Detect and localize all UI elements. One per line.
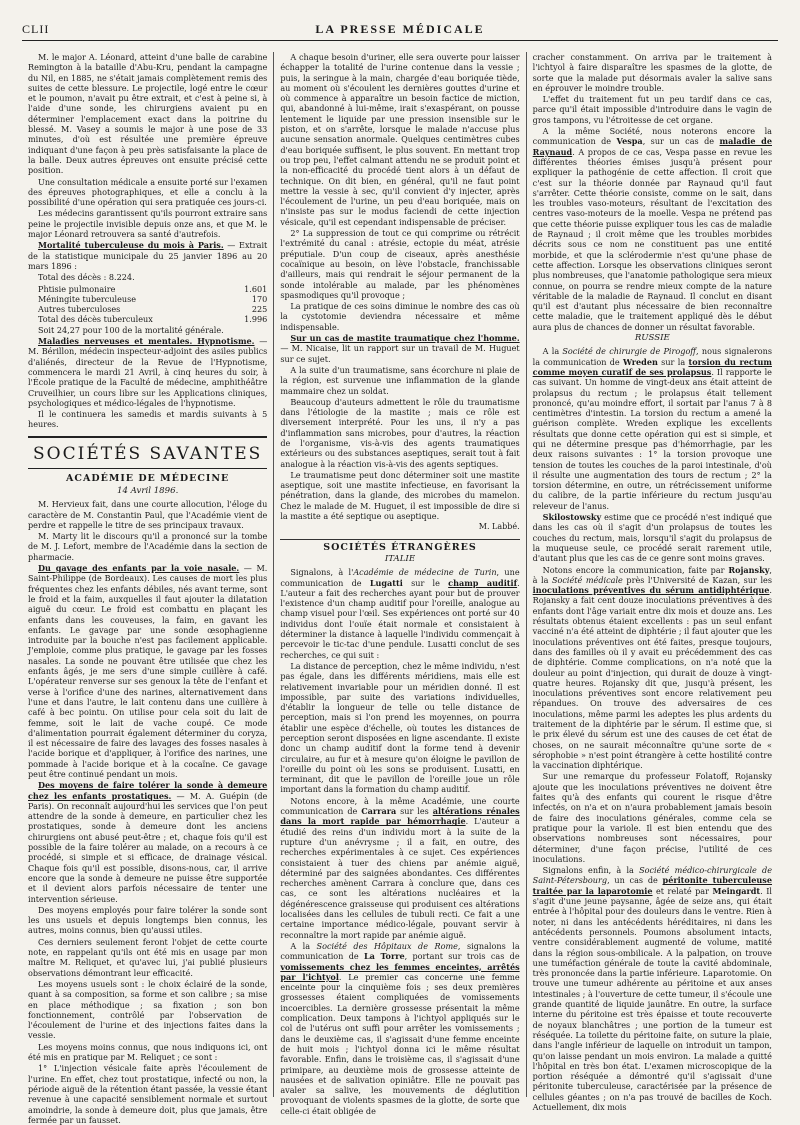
paragraph — [533, 565, 772, 771]
topic-heading: champ auditif — [448, 577, 518, 588]
paragraph — [533, 512, 772, 563]
paragraph — [533, 346, 772, 511]
sonde-paragraph — [28, 780, 267, 904]
author-name: Vespa — [616, 136, 643, 147]
stat-row — [28, 304, 267, 314]
text-run: . Il s'agit d'une jeune paysanne, âgée de seize ans, qui était entrée à l'hôpital pour des douleurs dans le ventre. Rien à noter, ni dans les antécédents héréditaires, ni dans les antécédents personnels. Poumons absolument intacts, ventre considérablement augmenté de volume, matité dans la région sous-ombilicale. A la palpation, on trouve une tuméfaction générale de toute la cavité abdominale, très prononcée dans la partie inférieure. Laparotomie. On trouve une tumeur adhérente au péritoine et aux anses intestinales ; à l'ouverture de cette tumeur, il s'écoule une grande quantité de liquide jaunâtre. En outre, la surface interne du péritoine est très épaisse et toute recouverte de noyaux blanchâtres ; une portion de la tumeur est réséquée. La toilette du péritoine faite, on suture la plaie, dans l'angle inférieur de laquelle on introduit un tampon, qu'on laisse pendant un mois environ. La malade a quitté l'hôpital en très bon état. L'examen microscopique de la portion réséquée a démontré qu'il s'agissait d'une péritonite tuberculeuse, caractérisée par la présence de cellules géantes ; on n'a pas trouvé de bacilles de Koch. Actuellement, dix mois — [532, 885, 772, 1112]
paragraph: L'effet du traitement fut un peu tardif dans ce cas, parce qu'il était impossible d'introduire dans le vagin de gros tampons, vu l'étroitesse de cet organe. — [532, 94, 772, 125]
text-run: et relaté par — [652, 885, 713, 896]
stat-value: 225 — [251, 304, 268, 315]
topic-heading: altérations rénales dans la mort rapide par hémorrhagie — [280, 806, 520, 827]
text-run: A la même Société, nous noterons encore la communication de — [532, 126, 772, 147]
topic-heading: péritonite tuberculeuse traitée par la laparotomie — [532, 875, 772, 896]
paragraph: A la suite d'un traumatisme, sans écorchure ni plaie de la région, est survenue une inflammation de la glande mammaire chez un soldat. — [280, 364, 520, 396]
topic-heading: inoculations préventives du sérum antidiphtérique — [532, 585, 770, 596]
gavage-paragraph — [28, 563, 267, 779]
paragraph: Le traumatisme peut donc déterminer soit une mastite aseptique, soit une mastite infectieuse, en favorisant la pénétration, dans la glande, des microbes du mamelon. Chez le malade de M. Huguet, il est impossible de dire si la mastite a été septique ou aseptique. — [280, 469, 520, 522]
stat-value: 170 — [251, 293, 268, 304]
paragraph: Sur une remarque du professeur Folatoff, Rojansky ajoute que les inoculations préventives ne doivent être faites qu'à des enfants qui courent le risque d'être infectés, on n'a et on n'aura probablement jamais besoin de faire des inoculations générales, comme cela se pratique pour la variole. Il est bien entendu que des observations nombreuses sont nécessaires, pour déterminer, d'une façon précise, l'utilité de ces inoculations. — [532, 771, 772, 864]
society-name: Société des Hôpitaux de Rome — [316, 940, 458, 951]
text-run: A la — [290, 940, 317, 951]
text-run: , un cas de — [607, 875, 663, 886]
text-columns — [22, 52, 778, 1125]
text-run: Signalons, à l' — [290, 567, 354, 578]
journal-title: LA PRESSE MÉDICALE — [315, 22, 485, 36]
paragraph: La distance de perception, chez le même individu, n'est pas égale, dans les différents méridiens, mais elle est relativement invariable pour un méridien donné. Il est impossible, par suite des variations individuelles, d'établir la longueur de telle ou telle distance de perception, mais si l'on prend les moyennes, on pourra établir une espèce d'échelle, où toutes les distances de perception seront disposées en ligne ascendante. Il existe donc un champ auditif dont la forme tend à devenir circulaire, au fur et à mesure qu'on éloigne le pavillon de l'oreille du point où les sons se produisent. Lusatti, en terminant, dit que le pavillon de l'oreille joue un rôle important dans la formation du champ auditif. — [280, 660, 520, 795]
author-name: Skilostowsky — [542, 512, 602, 523]
text-run: près l'Université de Kazan, sur les — [622, 574, 772, 585]
mastite-paragraph — [280, 333, 519, 364]
text-run: A la — [542, 346, 563, 357]
paragraph: Les moyens usuels sont : le choix éclairé de la sonde, quant à sa composition, sa forme et son calibre ; sa mise en place méthodique ; sa fixation ; son bon fonctionnement, contrôlé par l'observation de l'écoulement de l'urine et des injections faites dans la vessie. — [28, 978, 268, 1041]
text-run: , une communication de — [280, 567, 520, 588]
country-heading-russie: RUSSIE — [634, 333, 670, 344]
societes-etrangeres-heading: SOCIÉTÉS ÉTRANGÈRES — [280, 539, 519, 553]
mastite-text: — M. Nicaise, lit un rapport sur un travail de M. Huguet sur ce sujet. — [280, 343, 520, 364]
paragraph: Des moyens employés pour faire tolérer la sonde sont les uns usuels et depuis longtemps bien connus, les autres, moins connus, bien qu'aussi utiles. — [28, 904, 268, 936]
text-run: , signalons la communication de — [280, 940, 520, 962]
text-run: , nous signalerons la communication de — [532, 346, 772, 367]
stat-row — [28, 284, 267, 294]
stat-label: Méningite tuberculeuse — [38, 293, 137, 304]
paragraph: Beaucoup d'auteurs admettent le rôle du traumatisme dans l'étiologie de la mastite ; mais ce rôle est diversement interprété. Pour les uns, il n'y a pas d'inflammation sans microbes, pour d'autres, la réaction de l'organisme, vis-à-vis des agents traumatiques extérieurs ou des substances aseptiques, serait tout à fait analogue à la réaction vis-à-vis des agents septiques. — [280, 396, 520, 469]
total-deces: Total des décès : 8.224. — [38, 272, 135, 283]
sonde-text: — M. A. Guépin (de Paris). On reconnaît aujourd'hui les services que l'on peut attendre de la sonde à demeure, en particulier chez les prostatiques, sonde à demeure dont les anciens chirurgiens ont abusé peut-être ; et, chaque fois qu'il est possible de la faire tolérer au malade, on a recours à ce procédé, si simple et si efficace, de drainage vésical. Chaque fois qu'il est possible, disons-nous, car, il arrive encore que la sonde à demeure ne puisse être supportée et il devient alors parfois nécessaire de tenter une intervention sérieuse. — [28, 790, 268, 904]
stat-label: Autres tuberculoses — [38, 304, 121, 315]
page-header — [22, 22, 778, 41]
text-run: sur le — [402, 577, 449, 588]
societes-savantes-heading: SOCIÉTÉS SAVANTES — [28, 436, 267, 469]
stats-table — [28, 284, 267, 325]
paragraph: Ces derniers seulement feront l'objet de cette courte note, en rappelant qu'ils ont été mis en usage par mon maître M. Reliquet, et qu'avec lui, j'ai publié plusieurs observations démontrant leur efficacité. — [28, 936, 268, 978]
paragraph — [280, 796, 519, 940]
stat-row — [28, 294, 267, 304]
text-run: Signalons enfin, à la — [542, 865, 640, 876]
paragraph: M. le major A. Léonard, atteint d'une balle de carabine Remington à la bataille d'Abu-Kru, pendant la campagne du Nil, en 1885, ne s'était jamais complètement remis des suites de cette blessure. Le projectile, logé entre le cœur et le poumon, n'avait pu être extrait, et c'est à peine si, à l'aide d'une sonde, les chirurgiens avaient pu en déterminer l'emplacement exact dans la poitrine du blessé. M. Vasey a soumis le major à une pose de 33 minutes, d'où est résultée une première épreuve indiquant d'une façon à peu près satisfaisante la place de la balle. Deux autres épreuves ont ensuite précisé cette position. — [28, 52, 268, 176]
maladies-text: — M. Bérillon, médecin inspecteur-adjoint des asiles publics d'aliénés, directeur de la Revue de l'Hypnotisme, commencera le mardi 21 Avril, à cinq heures du soir, à l'École pratique de la Faculté de médecine, amphithéâtre Cruveilhier, un cours libre sur les Applications cliniques, psychologiques et médico-légales de l'hypnotisme. — [28, 336, 268, 408]
country-heading-italie: ITALIE — [384, 553, 416, 564]
paragraph: M. Hervieux fait, dans une courte allocution, l'éloge du caractère de M. Constantin Paul, que l'Académie vient de perdre et rappelle le titre de ses principaux travaux. — [28, 499, 268, 530]
stat-label: Total des décès tuberculeux — [38, 314, 153, 325]
text-run: . A propos de ce cas, Vespa passe en revue les différentes théories émises jusqu'à présent pour expliquer la pathogénie de cette affection. Il croit que c'est sur la théorie donnée par Raynaud qu'il faut s'arrêter. Cette théorie consiste, comme on le sait, dans les troubles vaso-moteurs, résultant de l'excitation des centres vaso-moteurs de la moelle. Vespa ne prétend pas que cette théorie puisse expliquer tous les cas de maladie de Raynaud ; il croit même que les troubles morbides décrits sous ce nom ne constituent pas une entité morbide, et que la sclérodermie n'est qu'une phase de cette affection. Lorsque les observations cliniques seront plus nombreuses, que l'anatomie pathologique sera mieux connue, on pourra se rendre mieux compte de la nature véritable de la maladie de Raynaud. Il conclut en disant qu'il est d'autant plus nécessaire de bien reconnaître cette maladie, que le traitement appliqué dès le début aura plus de chances de donner un résultat favorable. — [532, 146, 772, 332]
author-name: Wreden — [623, 356, 658, 367]
society-name: Société médicale — [551, 574, 623, 585]
soit-line: Soit 24,27 pour 100 de la mortalité générale. — [38, 324, 224, 335]
paragraph: Il le continuera les samedis et mardis suivants à 5 heures. — [28, 409, 268, 430]
text-run: . L'auteur a étudié des reins d'un individu mort à la suite de la rupture d'un anévrysme ; il a fait, en outre, des recherches expérimentales à ce sujet. Ces expériences consistaient à tuer des chiens par anémie aiguë, déterminé par des saignées abondantes. Ces différentes recherches amènent Carrara à conclure que, dans ces cas, ce sont les altérations nucléaires et la dégénérescence graisseuse qui produisent ces altérations localisées dans les cellules de tubuli recti. Ce fait a une certaine importance médico-légale, pouvant servir à reconnaître la mort rapide par anémie aiguë. — [280, 816, 520, 940]
author-name: Rojansky — [728, 564, 770, 575]
paragraph: Les moyens moins connus, que nous indiquons ici, ont été mis en pratique par M. Reliquet ; ce sont : — [28, 1041, 268, 1063]
paragraph: 1° L'injection vésicale faite après l'écoulement de l'urine. En effet, chez tout prostatique, infecté ou non, la période aiguë de la rétention étant passée, la vessie étant revenue à une capacité sensiblement normale et surtout amoindrie, la sonde à demeure doit, plus que jamais, être fermée par un fausset. — [28, 1063, 268, 1125]
text-run: . Il rapporte le cas suivant. Un homme de vingt-deux ans était atteint de prolapsus du rectum ; le prolapsus était tellement prononcé, qu'au moindre effort, il sortait par l'anus 7 à 8 centimètres d'intestin. La torsion du rectum a amené la guérison complète. Wreden explique les excellents résultats que donne cette opération qui est si simple, et qui ne détermine presque pas d'hémorrhagie, par les deux raisons suivantes : 1° la torsion provoque une tension de toutes les couches de la paroi intestinale, d'où il résulte une augmentation des tours de rectum ; 2° la torsion détermine, en outre, un rétrécissement uniforme du calibre, de la partie inférieure du rectum jusqu'au releveur de l'anus. — [532, 366, 772, 511]
paragraph: A chaque besoin d'uriner, elle sera ouverte pour laisser échapper la totalité de l'urine contenue dans la vessie ; puis, la seringue à la main, chargée d'eau boriquée tiède, au moment où s'écoulent les dernières gouttes d'urine et où commence à apparaître un besoin factice de miction, qui, abandonné à lui-même, irait s'exaspérant, on pousse lentement le liquide par une pression insensible sur le piston, et on s'arrête, lorsque le malade n'accuse plus aucune sensation anormale. Quelques centimètres cubes d'eau boriquée suffisent, le plus souvent. En mettant trop ou trop peu, l'effet calmant attendu ne se produit point et la non-efficacité du procédé tient alors à un défaut de technique. On dit bien, en général, qu'il ne faut point mettre la vessie à sec, qu'il convient d'y injecter, après l'écoulement de l'urine, un peu d'eau boriquée, mais on n'insiste pas sur le modus faciendi de cette injection vésicale, qu'il est cependant indispensable de préciser. — [280, 52, 520, 227]
paragraph: 2° La suppression de tout ce qui comprime ou rétrécit l'extrémité du canal : atrésie, ectopie du méat, atrésie préputiale. D'un coup de ciseaux, après anesthésie cocaïnique au besoin, on lève l'obstacle, franchissable d'ailleurs, mais qui rendrait le séjour permanent de la sonde intolérable au malade, par les phénomènes spasmodiques qu'il provoque ; — [280, 228, 520, 300]
text-run: . L'auteur a fait des recherches ayant pour but de prouver l'existence d'un champ auditif pour l'oreille, analogue au champ visuel pour l'œil. Ses expériences ont porté sur 40 individus dont l'ouïe était normale et consistaient à déterminer la distance à laquelle l'individu commençait à percevoir le tic-tac d'une pendule. Lusatti conclut de ses recherches, ce qui suit : — [280, 577, 520, 660]
paragraph — [533, 126, 772, 332]
paragraph — [533, 865, 772, 1112]
paragraph — [280, 941, 519, 1116]
mortalite-paragraph — [28, 240, 267, 271]
text-run: sur les — [396, 806, 433, 817]
text-run: , à la — [532, 564, 772, 585]
author-name: Meingardt — [712, 885, 761, 896]
column-middle — [274, 52, 526, 1116]
paragraph: cracher constamment. On arriva par le traitement à l'ichtyol à faire disparaître les spasmes de la glotte, de sorte que la malade put désormais avaler la salive sans en éprouver le moindre trouble. — [532, 52, 772, 93]
academie-heading: ACADÉMIE DE MÉDECINE — [66, 472, 230, 484]
text-run: , sur un cas de — [642, 136, 720, 147]
text-run: estime que ce procédé n'est indiqué que dans les cas où il s'agit d'un prolapsus de toutes les couches du rectum, mais, lorsqu'il s'agit du prolapsus de la muqueuse seule, ce procédé serait rarement utile, d'autant plus que les cas de ce genre sont moins graves. — [532, 512, 772, 564]
text-run: . Le premier cas concerne une femme enceinte pour la cinquième fois ; ses deux premières grossesses étaient compliquées de vomissements incoercibles. La dernière grossesse présentait la même complication. Deux tampons à l'ichtyol appliqués sur le col de l'utérus ont suffi pour arrêter les vomissements ; dans le deuxième cas, il s'agissait d'une femme enceinte de huit mois ; l'ichtyol donna ici le même résultat favorable. Enfin, dans le troisième cas, il s'agissait d'une primipare, au deuxième mois de grossesse atteinte de nausées et de salivation opiniâtre. Elle ne pouvait pas avaler sa salive, les mouvements de déglutition provoquant de violents spasmes de la glotte, de sorte que celle-ci était obligée de — [280, 971, 520, 1116]
maladies-heading: Maladies nerveuses et mentales. Hypnotisme. — [38, 336, 255, 347]
sonde-heading: Des moyens de faire tolérer la sonde à demeure chez les enfants prostatiques. — [28, 780, 268, 801]
text-run: Notons encore la communication, faite par — [542, 564, 729, 575]
mortalite-text: — Extrait de la statistique municipale du 25 janvier 1896 au 20 mars 1896 : — [28, 240, 268, 271]
topic-heading: torsion du rectum comme moyen curatif de ses prolapsus — [532, 356, 772, 377]
topic-heading: vomissements chez les femmes enceintes, arrêtés par l'ichtyol — [280, 961, 520, 982]
gavage-text: — M. Saint-Philippe (de Bordeaux). Les causes de mort les plus fréquentes chez les enfants débiles, nés avant terme, sont le froid et la faim, auxquelles il faut ajouter la dilatation aiguë du cœur. Le froid est combattu en plaçant les enfants dans les couveuses, la faim, en gavant les enfants. Le gavage par une sonde œsophagienne introduite par la bouche n'est pas facilement applicable. J'emploie, comme plus pratique, le gavage par les fosses nasales. La sonde ne pouvant être utilisée que chez les enfants âgés, je me sers d'une simple cuillère à café. L'opérateur renverse sur ses genoux la tête de l'enfant et verse à l'orifice d'une des narines, alternativement dans l'une et dans l'autre, le lait contenu dans une cuillère à café à bec pointu. On utilise pour cela soit du lait de femme, soit le lait de vache coupé. Ce mode d'alimentation pourrait également déterminer du coryza, il est nécessaire de faire des lavages des fosses nasales à l'acide borique et d'appliquer, à l'orifice des narines, une pommade à l'acide borique et à la cocaïne. Ce gavage peut être continué pendant un mois. — [28, 563, 268, 779]
column-right — [527, 52, 778, 1112]
text-run: sur la — [657, 356, 689, 367]
signature: M. Labbé. — [478, 522, 520, 532]
topic-heading: maladie de Raynaud — [532, 136, 772, 157]
paragraph — [280, 567, 519, 660]
mastite-heading: Sur un cas de mastite traumatique chez l'homme. — [290, 333, 520, 344]
paragraph: La pratique de ces soins diminue le nombre des cas où la cystotomie deviendra nécessaire et même indispensable. — [280, 301, 520, 332]
paragraph: M. Marty lit le discours qu'il a prononcé sur la tombe de M. J. Lefort, membre de l'Académie dans la section de pharmacie. — [28, 531, 268, 562]
stat-row — [28, 314, 267, 324]
society-name: Société de chirurgie de Pirogoff — [562, 346, 697, 357]
gavage-heading: Du gavage des enfants par la voie nasale. — [38, 563, 240, 574]
stat-label: Phtisie pulmonaire — [38, 283, 116, 294]
text-run: Notons encore, à la même Académie, une courte communication de — [280, 795, 520, 817]
paragraph: Les médecins garantissent qu'ils pourront extraire sans peine le projectile invisible depuis onze ans, et que M. le major Léonard retrouvera sa santé d'autrefois. — [28, 208, 268, 240]
paragraph: Une consultation médicale a ensuite porté sur l'examen des épreuves photographiques, et elle a conclu à la possibilité d'une opération qui sera pratiquée ces jours-ci. — [28, 176, 268, 208]
society-name: Académie de médecine de Turin — [353, 567, 497, 578]
text-run: . Rojansky a fait cent douze inoculations préventives à des enfants dont l'âge variait entre dix mois et douze ans. Les résultats obtenus étaient excellents : pas un seul enfant vacciné n'a été atteint de diphtérie ; il faut ajouter que les inoculations préventives ont été faites, presque toujours, dans des familles où il y avait eu précédemment des cas de diphtérie. Comme complications, on n'a noté que la douleur au point d'injection, qui durait de douze à vingt-quatre heures. Rojansky dit que, jusqu'à présent, les inoculations préventives sont encore relativement peu répandues. On trouve des adversaires de ces inoculations, même parmi les adeptes les plus ardents du traitement de la diphtérie par le sérum. Il estime que, si le prix élevé du sérum est une des causes de cet état de choses, on ne saurait méconnaître qu'une sorte de « sérophobie » n'est point étrangère à cette hostilité contre la vaccination diphtérique. — [532, 585, 772, 771]
mortalite-heading: Mortalité tuberculeuse du mois à Paris. — [38, 240, 224, 251]
stat-value: 1.601 — [244, 283, 268, 294]
stat-value: 1.996 — [244, 314, 268, 325]
page-number: CLII — [22, 22, 50, 36]
author-name: La Torre — [363, 951, 405, 962]
text-run: , portant sur trois cas de — [404, 951, 520, 962]
author-name: Carrara — [361, 806, 397, 817]
academie-date: 14 Avril 1896. — [117, 485, 179, 496]
society-name: Société médico-chirurgicale de Saint-Pétersbourg — [532, 865, 772, 886]
maladies-paragraph — [28, 336, 267, 408]
column-left — [22, 52, 274, 1125]
author-name: Lugatti — [369, 577, 403, 588]
